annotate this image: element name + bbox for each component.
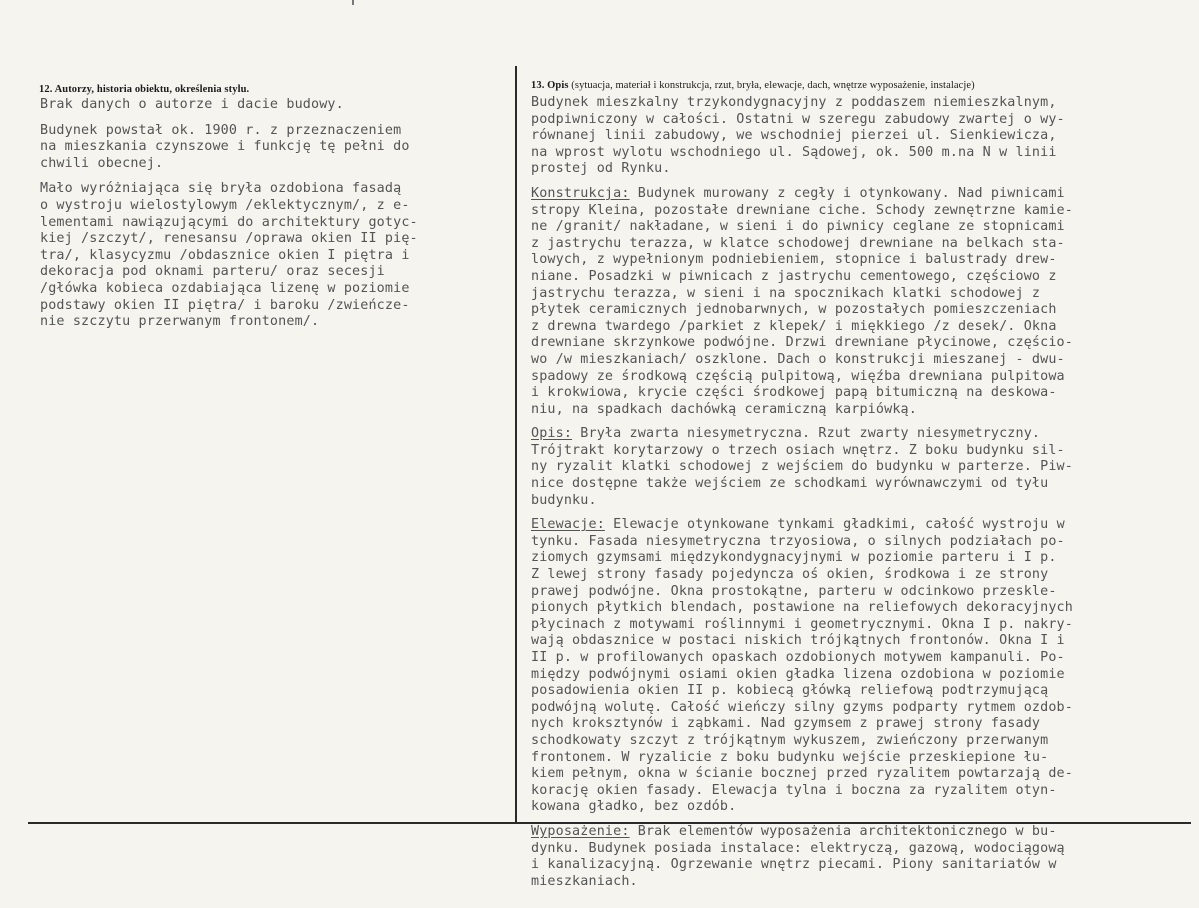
text-line bbox=[531, 426, 1191, 443]
text-line: frontonem. W ryzalicie z boku budynku wejście przeskiepione łu- bbox=[531, 749, 1049, 765]
text-line: ny ryzalit klatki schodowej z wejściem do budynku w parterze. Piw- bbox=[531, 459, 1073, 475]
text-line: tynku. Fasada niesymetryczna trzyosiowa, o silnych podziałach po- bbox=[531, 533, 1065, 549]
text-line: Brak danych o autorze i dacie budowy. bbox=[40, 97, 344, 112]
paragraph-label: Opis: bbox=[531, 426, 573, 442]
section-13-paragraph bbox=[531, 824, 1191, 890]
section-12-paragraph bbox=[40, 181, 505, 330]
text-line: równanej linii zabudowy, we wschodniej pierzei ul. Sienkiewicza, bbox=[531, 128, 1057, 144]
paragraph-label: Elewacje: bbox=[531, 517, 605, 533]
paragraph-label: Wyposażenie: bbox=[531, 823, 630, 839]
text-line: Trójtrakt korytarzowy o trzech osiach wnętrz. Z boku budynku sil- bbox=[531, 442, 1065, 458]
text-line: Mało wyróżniająca się bryła ozdobiona fasadą bbox=[40, 181, 402, 197]
text-line: kiem pełnym, okna w ścianie bocznej przed ryzalitem powtarzają de- bbox=[531, 766, 1073, 782]
text-line: niane. Posadzki w piwnicach z jastrychu cementowego, częściowo z bbox=[531, 268, 1057, 284]
text-line: mieszkaniach. bbox=[531, 873, 638, 889]
text-line: z jastrychu terazza, w klatce schodowej drewniane na belkach sta- bbox=[531, 235, 1065, 251]
text-line: o wystroju wielostylowym /eklektycznym/, z e- bbox=[40, 197, 410, 213]
text-line: kiej /szczyt/, renesansu /oprawa okien II pię- bbox=[40, 231, 418, 247]
text-line: prawej podwójne. Okna prostokątne, parteru w odcinkowo przeskle- bbox=[531, 583, 1057, 599]
text-line bbox=[531, 824, 1191, 841]
text-line: /główka kobieca ozdabiająca lizenę w poziomie bbox=[40, 280, 410, 296]
text-line: na wprost wylotu wschodniego ul. Sądowej, ok. 500 m.na N w linii bbox=[531, 144, 1057, 160]
text-line: niu, na spadkach dachówką ceramiczną karpiówką. bbox=[531, 401, 917, 417]
text-line: kowana gładko, bez ozdób. bbox=[531, 799, 737, 815]
section-13-heading-main: 13. Opis bbox=[531, 80, 569, 91]
text-line: Z lewej strony fasady pojedyncza oś okien, środkowa i ze strony bbox=[531, 567, 1049, 583]
text-line: między podwójnymi osiami okien gładka lizena ozdobiona w poziomie bbox=[531, 666, 1065, 682]
section-12-heading: 12. Autorzy, historia obiektu, określenia stylu. bbox=[39, 84, 250, 95]
text-line: i krokwiowa, krycie części środkowej papą bitumiczną na deskowa- bbox=[531, 385, 1057, 401]
text-line: posadowienia okien II p. kobiecą główką reliefową podtrzymującą bbox=[531, 683, 1049, 699]
text-line: podstawy okien II piętra/ i baroku /zwieńcze- bbox=[40, 297, 410, 313]
paragraph-label: Konstrukcja: bbox=[531, 185, 630, 201]
text-line: spadowy ze środkową częścią pulpitową, więźba drewniana pulpitowa bbox=[531, 368, 1065, 384]
section-13-paragraph bbox=[531, 517, 1191, 816]
line-text: Elewacje otynkowane tynkami gładkimi, całość wystroju w bbox=[604, 517, 1065, 533]
text-line: II p. w profilowanych opaskach ozdobionych motywem kampanuli. Po- bbox=[531, 650, 1065, 665]
text-line: pionych płytkich blendach, postawione na reliefowych dekoracyjnych bbox=[531, 600, 1073, 616]
text-line: ne /granit/ nakładane, w sieni i do piwnicy ceglane ze stopnicami bbox=[531, 219, 1065, 235]
section-13-paragraph bbox=[531, 186, 1191, 418]
text-line: prostej od Rynku. bbox=[531, 161, 671, 177]
text-line: schodkowaty szczyt z trójkątnym wykuszem, zwieńczony przerwanym bbox=[531, 732, 1049, 748]
text-line bbox=[531, 186, 1191, 203]
text-line: płytek ceramicznych jednobarwnych, w pozostałych pomieszczeniach bbox=[531, 302, 1057, 318]
text-line: z drewna twardego /parkiet z klepek/ i miękkiego /z desek/. Okna bbox=[531, 318, 1057, 334]
text-line: budynku. bbox=[531, 492, 597, 508]
text-line: Budynek powstał ok. 1900 r. z przeznaczeniem bbox=[40, 122, 402, 138]
text-line: korację okien fasady. Elewacja tylna i boczna za ryzalitem otyn- bbox=[531, 782, 1057, 798]
text-line: nice dostępne także wejściem ze schodkami wyrównawczymi od tyłu bbox=[531, 476, 1049, 492]
text-line: płycinach z motywami roślinnymi i geometrycznymi. Okna I p. nakry- bbox=[531, 616, 1073, 632]
text-line: lowych, z wypełnionym podniebieniem, stopnice i balustrady drew- bbox=[531, 252, 1057, 268]
section-12-paragraph bbox=[40, 123, 505, 173]
text-line: tra/, klasycyzmu /obdasznice okien I piętra i bbox=[40, 247, 410, 263]
section-13-heading bbox=[531, 80, 975, 91]
text-line: nych kroksztynów i ząbkami. Nad gzymsem z prawej strony fasady bbox=[531, 716, 1041, 732]
text-line: dekoracja pod oknami parteru/ oraz secesji bbox=[40, 264, 385, 280]
text-line: podwójną wolutę. Całość wieńczy silny gzyms podparty rytmem ozdob- bbox=[531, 699, 1073, 715]
section-12-body bbox=[40, 97, 505, 340]
text-line: jastrychu terazza, w sieni i na spocznikach klatki schodowej z bbox=[531, 285, 1041, 301]
text-line: ziomych gzymsami międzykondygnacyjnymi w poziomie parteru i I p. bbox=[531, 550, 1057, 566]
text-line bbox=[531, 517, 1191, 534]
section-13-paragraph bbox=[531, 95, 1191, 178]
text-line: drewniane skrzynkowe podwójne. Drzwi drewniane płycinowe, częścio- bbox=[531, 335, 1073, 351]
text-line: Budynek mieszkalny trzykondygnacyjny z poddaszem niemieszkalnym, bbox=[531, 95, 1057, 110]
section-13-paragraph bbox=[531, 426, 1191, 509]
text-line: na mieszkania czynszowe i funkcję tę pełni do bbox=[40, 139, 410, 155]
text-line: stropy Kleina, pozostałe drewniane ciche. Schody zewnętrzne kamie- bbox=[531, 202, 1073, 218]
text-line: lementami nawiązującymi do architektury gotyc- bbox=[40, 214, 418, 230]
punch-mark bbox=[352, 0, 354, 5]
line-text: Brak elementów wyposażenia architektonicznego w bu- bbox=[629, 823, 1057, 839]
text-line: chwili obecnej. bbox=[40, 155, 164, 171]
column-divider bbox=[515, 66, 517, 824]
text-line: nie szczytu przerwanym frontonem/. bbox=[40, 314, 320, 330]
section-12-paragraph bbox=[40, 97, 505, 114]
line-text: Bryła zwarta niesymetryczna. Rzut zwarty niesymetryczny. bbox=[572, 426, 1041, 442]
text-line: wają obdasznice w postaci niskich trójkątnych frontonów. Okna I i bbox=[531, 633, 1065, 649]
line-text: Budynek murowany z cegły i otynkowany. Nad piwnicami bbox=[629, 185, 1065, 201]
text-line: podpiwniczony w całości. Ostatni w szeregu zabudowy zwartej o wy- bbox=[531, 111, 1065, 127]
section-13-heading-sub: (sytuacja, materiał i konstrukcja, rzut, bryła, elewacje, dach, wnętrze wyposażenie, instalacje) bbox=[568, 80, 975, 91]
section-13-body bbox=[531, 95, 1191, 898]
text-line: dynku. Budynek posiada instalace: elektryczą, gazową, wodociągową bbox=[531, 840, 1065, 856]
text-line: wo /w mieszkaniach/ oszklone. Dach o konstrukcji mieszanej - dwu- bbox=[531, 351, 1065, 367]
text-line: i kanalizacyjną. Ogrzewanie wnętrz piecami. Piony sanitariatów w bbox=[531, 857, 1057, 873]
